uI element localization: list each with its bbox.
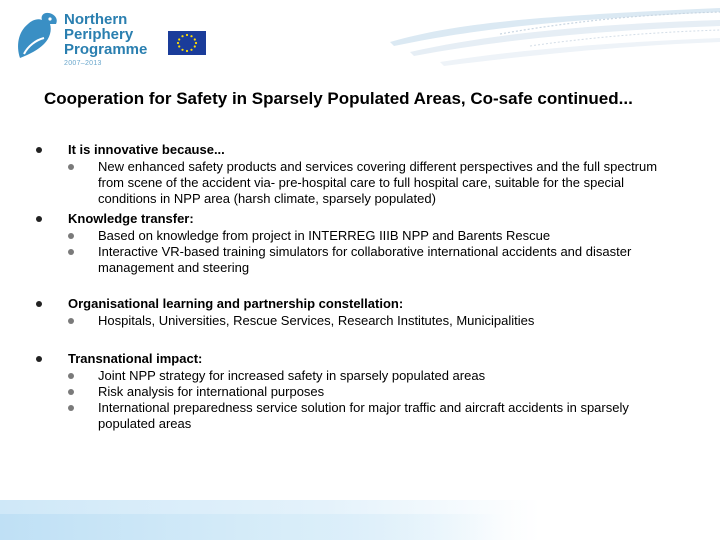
header <box>0 0 720 78</box>
sub-bullet <box>68 228 686 244</box>
logo-line-3: Programme <box>64 41 148 58</box>
section-heading: Knowledge transfer: <box>68 211 194 226</box>
sub-bullet <box>68 244 686 276</box>
sub-bullet <box>68 368 686 384</box>
sub-bullet <box>68 159 686 207</box>
wave-decoration <box>380 2 720 82</box>
sub-bullet-text: New enhanced safety products and services covering different perspectives and the full spectrum from scene of the accident via- pre-hospital care to full hospital care, suitable for the special conditions in NPP area (harsh climate, sparsely populated) <box>98 159 658 206</box>
logo-line-2: Periphery <box>64 26 134 43</box>
logo-years: 2007–2013 <box>64 60 102 67</box>
sub-bullet-icon <box>68 249 74 255</box>
sub-bullet-text: Risk analysis for international purposes <box>98 384 325 399</box>
sub-bullet-text: Joint NPP strategy for increased safety in sparsely populated areas <box>98 368 486 383</box>
sub-bullet-text: International preparedness service solution for major traffic and aircraft accidents in sparsely populated areas <box>98 400 629 431</box>
bird-logo-icon <box>10 10 60 62</box>
logo-line-1: Northern <box>64 11 128 28</box>
bullet-list <box>36 142 686 432</box>
bullet-section <box>36 296 686 329</box>
sub-bullet-icon <box>68 405 74 411</box>
bullet-icon <box>36 356 42 362</box>
bullet-section <box>36 211 686 276</box>
section-heading: It is innovative because... <box>68 142 225 157</box>
bullet-section <box>36 351 686 432</box>
sub-bullet <box>68 384 686 400</box>
section-heading: Organisational learning and partnership constellation: <box>68 296 404 311</box>
sub-bullet-icon <box>68 233 74 239</box>
sub-bullet-text: Based on knowledge from project in INTERREG IIIB NPP and Barents Rescue <box>98 228 551 243</box>
eu-flag-icon <box>168 31 206 55</box>
slide-title: Cooperation for Safety in Sparsely Populated Areas, Co-safe continued... <box>44 89 633 108</box>
sub-bullet-icon <box>68 318 74 324</box>
bullet-icon <box>36 216 42 222</box>
bullet-section <box>36 142 686 207</box>
sub-bullet <box>68 313 686 329</box>
sub-bullet-icon <box>68 373 74 379</box>
bullet-icon <box>36 147 42 153</box>
bullet-icon <box>36 301 42 307</box>
sub-bullet <box>68 400 686 432</box>
sub-bullet-text: Hospitals, Universities, Rescue Services, Research Institutes, Municipalities <box>98 313 535 328</box>
sub-bullet-icon <box>68 389 74 395</box>
sub-bullet-icon <box>68 164 74 170</box>
logo-wordmark <box>64 12 147 57</box>
sub-bullet-text: Interactive VR-based training simulators for collaborative international accidents and disaster management and steering <box>98 244 632 275</box>
footer-band-inner <box>0 514 720 540</box>
section-heading: Transnational impact: <box>68 351 203 366</box>
